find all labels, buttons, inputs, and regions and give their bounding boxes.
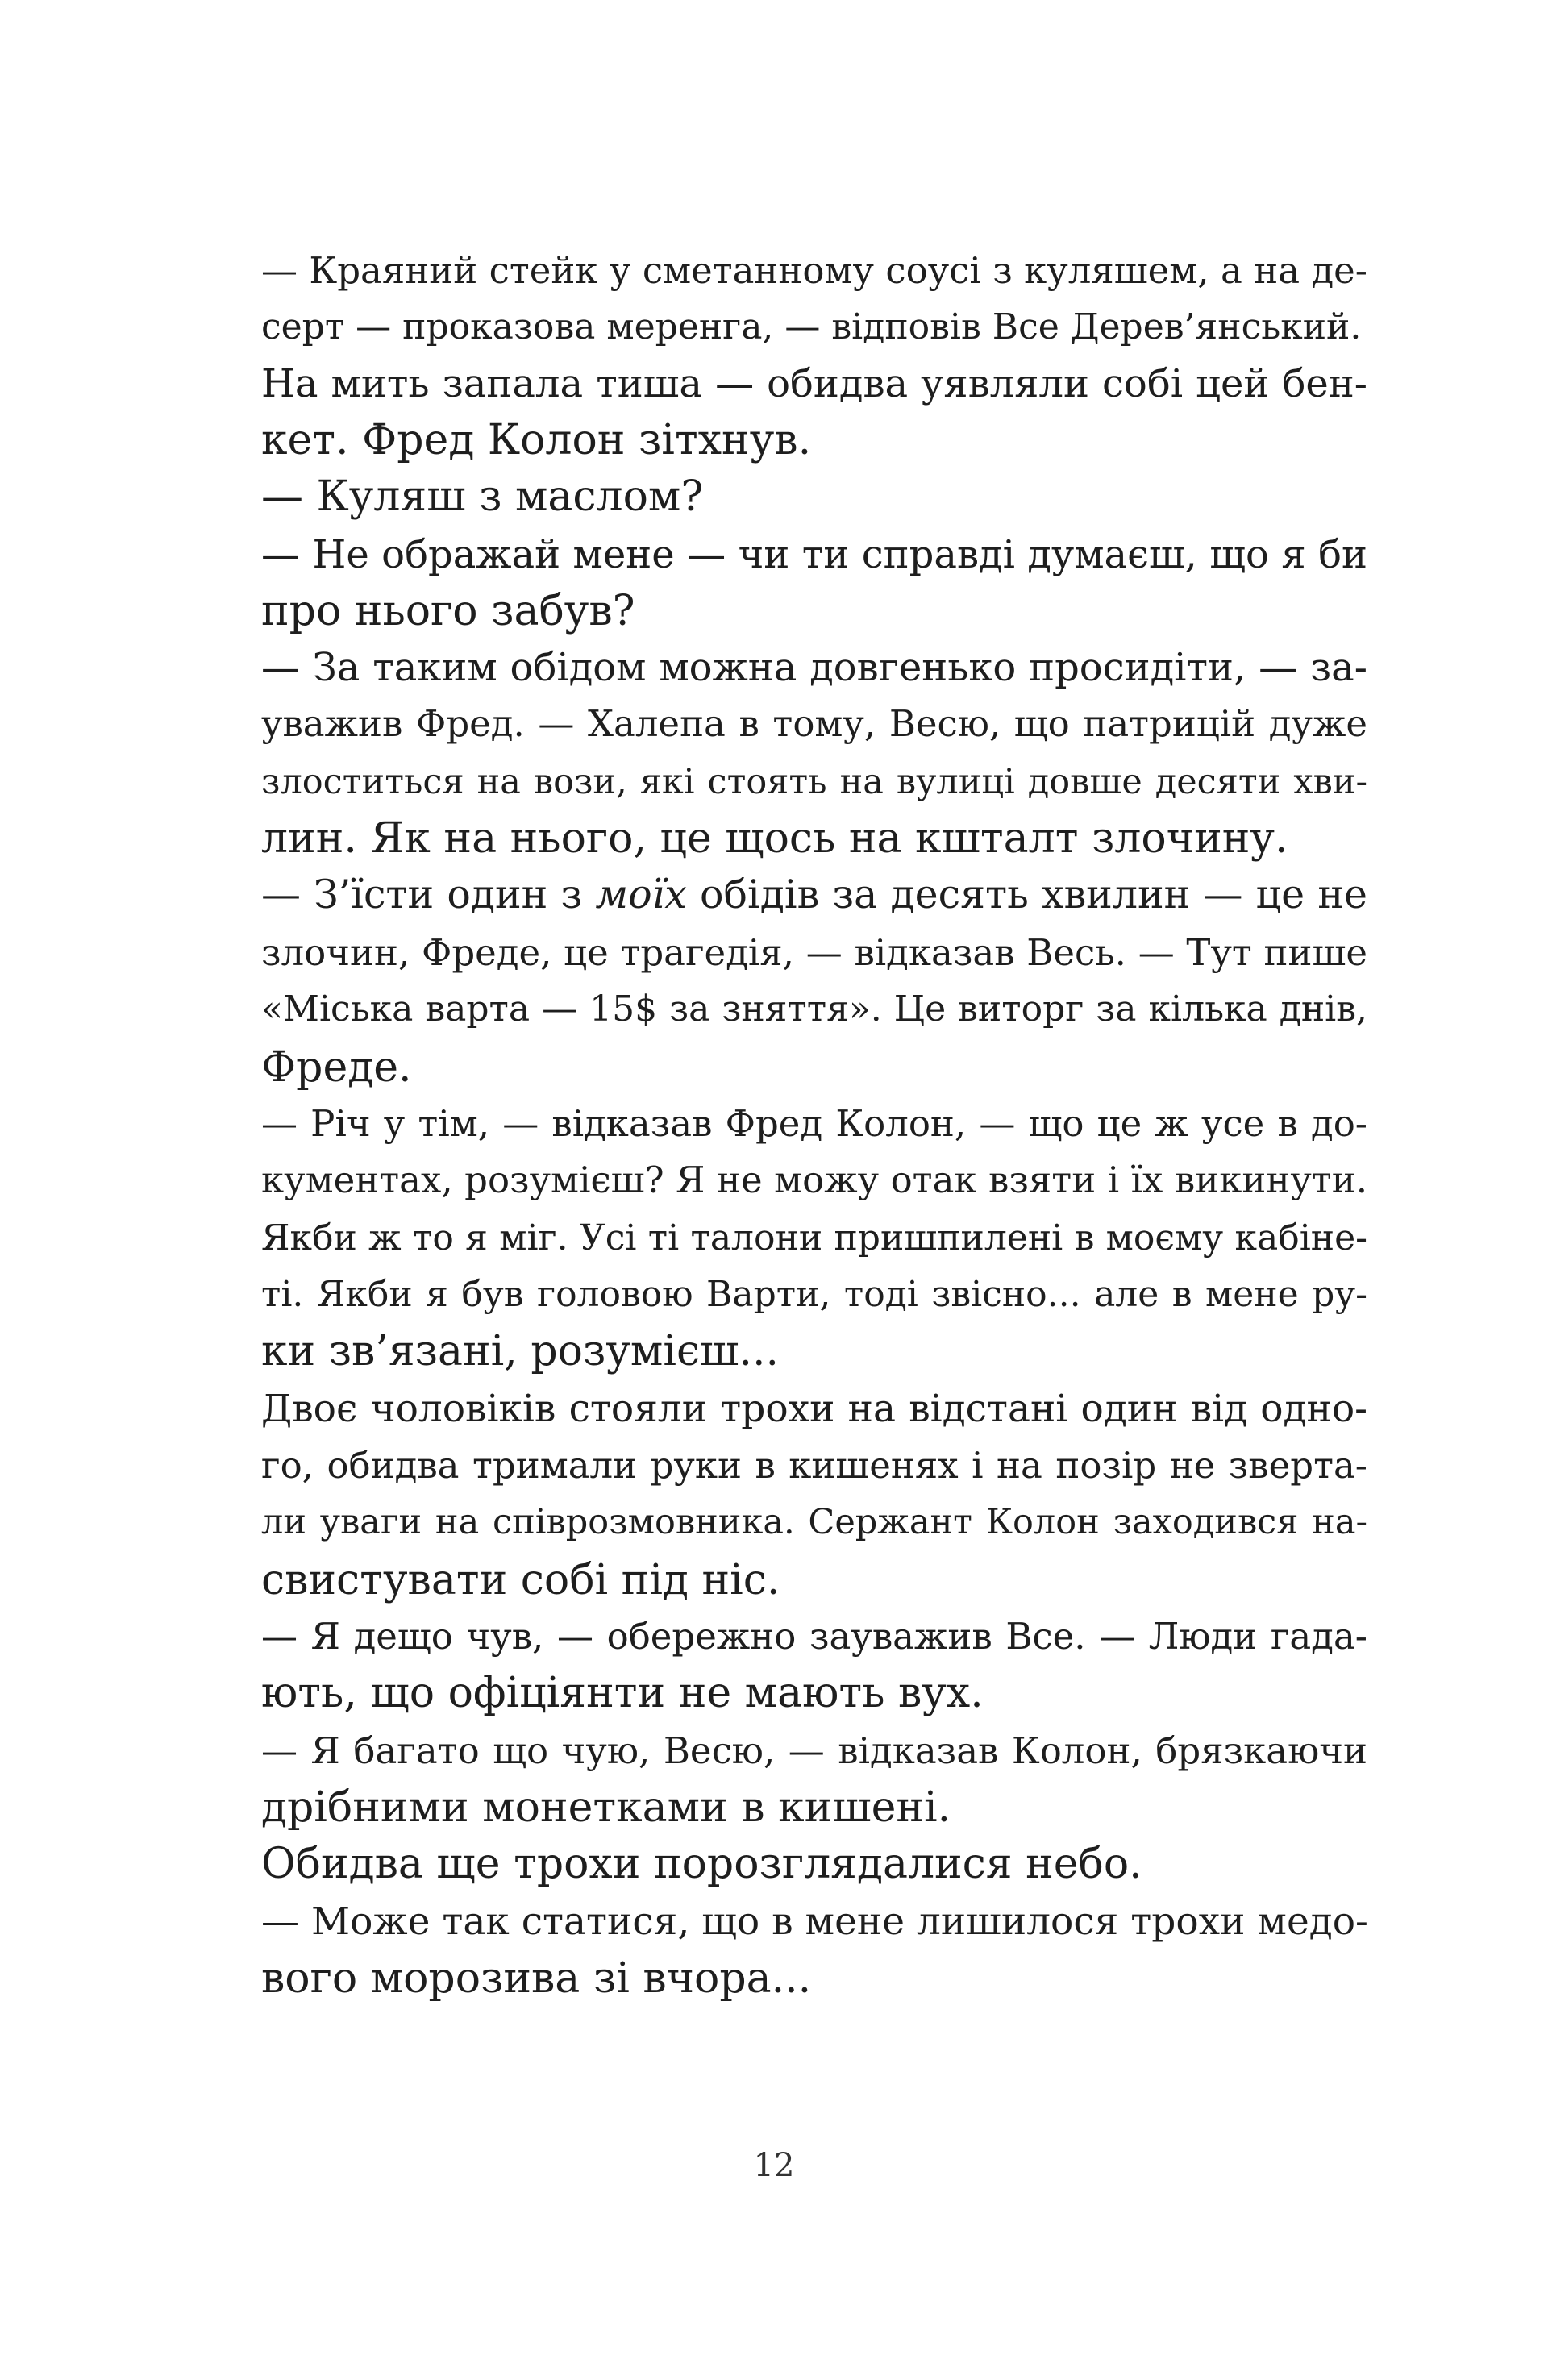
text-line: го, обидва тримали руки в кишенях і на позір не зверта- (261, 1444, 1367, 1487)
text-line: про нього забув? (261, 587, 635, 635)
text-line: — Куляш з маслом? (261, 472, 704, 521)
text-line: ки зв’язані, розумієш... (261, 1327, 780, 1375)
text-line: — Я дещо чув, — обережно зауважив Все. — Люди гада- (261, 1615, 1367, 1658)
emphasis-word: моїх (595, 872, 687, 917)
text-line: — За таким обідом можна довгенько просидіти, — за- (261, 645, 1367, 690)
text-line: кет. Фред Колон зітхнув. (261, 416, 812, 464)
text-line: — Річ у тім, — відказав Фред Колон, — що це ж усе в до- (261, 1102, 1367, 1145)
text-line: злочин, Фреде, це трагедія, — відказав Весь. — Тут пише (261, 931, 1367, 974)
text-line-with-italic: — З’їсти один з моїх обідів за десять хвилин — це не (261, 872, 1367, 917)
text-line: дрібними монетками в кишені. (261, 1783, 951, 1832)
text-line: вого морозива зі вчора... (261, 1954, 812, 2003)
text-line: «Міська варта — 15$ за зняття». Це виторг за кілька днів, (261, 988, 1367, 1030)
page-number: 12 (753, 2147, 795, 2184)
text-line: — Може так статися, що в мене лишилося трохи медо- (261, 1899, 1368, 1944)
text-line: Двоє чоловіків стояли трохи на відстані один від одно- (261, 1387, 1367, 1431)
text-line: злоститься на вози, які стоять на вулиці довше десяти хви- (261, 762, 1367, 802)
text-line: — Краяний стейк у сметанному соусі з куляшем, а на де- (261, 249, 1367, 292)
text-line: серт — проказова меренга, — відповів Все Дерев’янський. (261, 306, 1362, 347)
text-line: Якби ж то я міг. Усі ті талони пришпилені в моєму кабіне- (261, 1217, 1367, 1259)
text-line: кументах, розумієш? Я не можу отак взяти і їх викинути. (261, 1159, 1367, 1201)
text-line: свистувати собі під ніс. (261, 1556, 780, 1604)
text-line: — Я багато що чую, Весю, — відказав Колон, брязкаючи (261, 1729, 1367, 1772)
text-line: ті. Якби я був головою Варти, тоді звісно... але в мене ру- (261, 1274, 1367, 1315)
text-line: Обидва ще трохи порозглядалися небо. (261, 1840, 1142, 1888)
text-line: уважив Фред. — Халепа в тому, Весю, що патрицій дуже (261, 702, 1367, 745)
text-line: ють, що офіціянти не мають вух. (261, 1669, 984, 1717)
text-line: лин. Як на нього, це щось на кшталт злочину. (261, 814, 1288, 863)
text-line: Фреде. (261, 1043, 412, 1092)
text-line: ли уваги на співрозмовника. Сержант Колон заходився на- (261, 1502, 1367, 1542)
text-line: — Не ображай мене — чи ти справді думаєш, що я би (261, 532, 1367, 577)
text-line: На мить запала тиша — обидва уявляли собі цей бен- (261, 361, 1367, 406)
